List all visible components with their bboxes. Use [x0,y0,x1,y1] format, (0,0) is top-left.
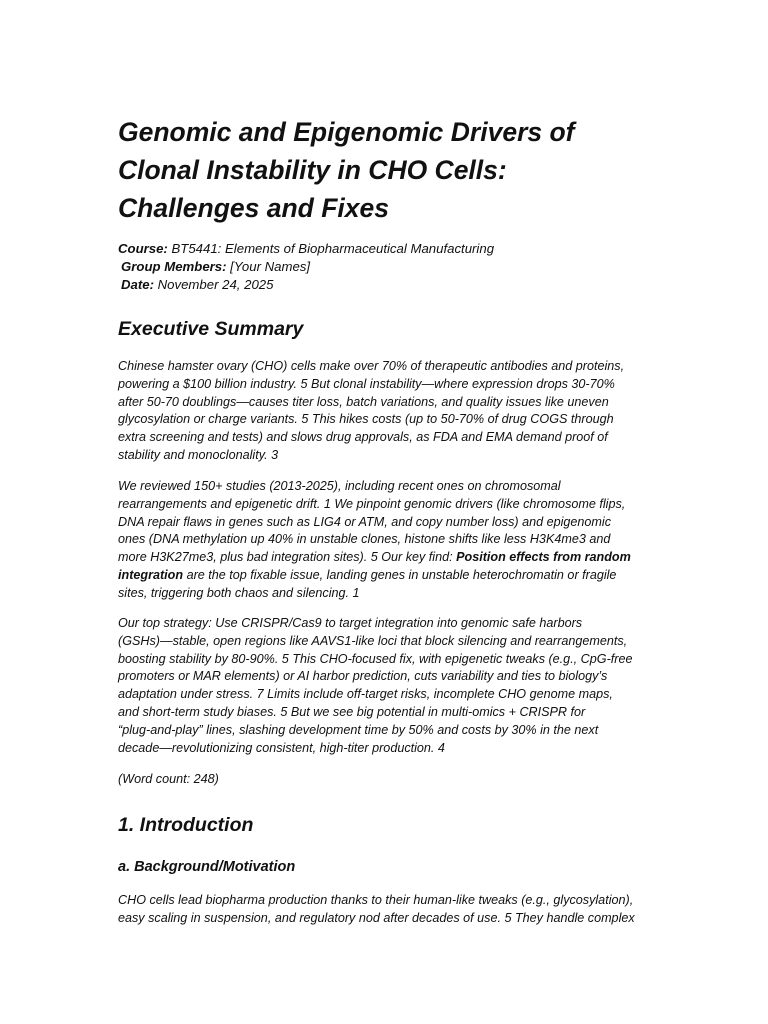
introduction-heading: 1. Introduction [118,814,254,836]
key-finding-emphasis: Position effects from random [456,550,631,565]
group-members-row [118,258,658,276]
text-run: more H3K27me3, plus bad integration sites). 5 Our key find: [118,550,457,565]
text-line: boosting stability by 80-90%. 5 This CHO-focused fix, with epigenetic tweaks (e.g., CpG-free [118,651,633,666]
title-line: Genomic and Epigenomic Drivers of [118,117,575,147]
group-members-label: Group Members: [121,259,227,274]
text-line: ones (DNA methylation up 40% in unstable clones, histone shifts like less H3K4me3 and [118,532,611,547]
text-line: Our top strategy: Use CRISPR/Cas9 to target integration into genomic safe harbors [118,616,583,630]
executive-summary-heading: Executive Summary [118,318,304,340]
date-value: November 24, 2025 [153,277,274,292]
text-line: DNA repair flaws in genes such as LIG4 or ATM, and copy number loss) and epigenomic [118,514,612,529]
text-line: rearrangements and epigenetic drift. 1 We pinpoint genomic drivers (like chromosome flips, [118,496,626,511]
word-count: (Word count: 248) [118,772,219,786]
introduction-paragraph-1 [118,892,658,928]
title-line: Challenges and Fixes [118,193,389,223]
text-line [118,549,658,567]
group-members-value: [Your Names] [226,259,311,274]
text-line: Chinese hamster ovary (CHO) cells make over 70% of therapeutic antibodies and proteins, [118,359,625,373]
text-line: We reviewed 150+ studies (2013-2025), including recent ones on chromosomal [118,479,561,493]
text-line: decade—revolutionizing consistent, high-titer production. 4 [118,740,445,755]
date-row [118,276,658,294]
document-title [118,113,658,227]
text-run: are the top fixable issue, landing genes in unstable heterochromatin or fragile [183,567,617,582]
text-line: promoters or MAR elements) or AI harbor prediction, cuts variability and ties to biology’s [118,669,608,684]
date-label: Date: [121,277,154,292]
executive-summary-paragraph-1 [118,358,658,465]
title-line: Clonal Instability in CHO Cells: [118,155,507,185]
text-line: “plug-and-play” lines, slashing development time by 50% and costs by 30% in the next [118,722,599,737]
document-meta [118,240,658,294]
text-line: sites, triggering both chaos and silencing. 1 [118,585,360,600]
text-line [118,567,658,585]
text-line: extra screening and tests) and slows drug approvals, as FDA and EMA demand proof of [118,430,608,445]
course-value: BT5441: Elements of Biopharmaceutical Manufacturing [167,241,495,256]
text-line: and short-term study biases. 5 But we see big potential in multi-omics + CRISPR for [118,704,586,719]
background-subheading: a. Background/Motivation [118,859,296,875]
course-label: Course: [118,241,168,256]
text-line: adaptation under stress. 7 Limits include off-target risks, incomplete CHO genome maps, [118,687,613,702]
text-line: glycosylation or charge variants. 5 This hikes costs (up to 50-70% of drug COGS through [118,412,614,427]
key-finding-emphasis: integration [118,567,184,582]
course-row [118,240,658,258]
text-line: stability and monoclonality. 3 [118,447,279,462]
text-line: CHO cells lead biopharma production thanks to their human-like tweaks (e.g., glycosylation), [118,893,634,907]
text-line: powering a $100 billion industry. 5 But clonal instability—where expression drops 30-70% [118,376,615,391]
text-line: after 50-70 doublings—causes titer loss, batch variations, and quality issues like uneven [118,394,609,409]
text-line: (GSHs)—stable, open regions like AAVS1-like loci that block silencing and rearrangements, [118,633,628,648]
text-line: easy scaling in suspension, and regulatory nod after decades of use. 5 They handle complex [118,910,635,925]
executive-summary-paragraph-3 [118,615,658,757]
executive-summary-paragraph-2 [118,478,658,603]
